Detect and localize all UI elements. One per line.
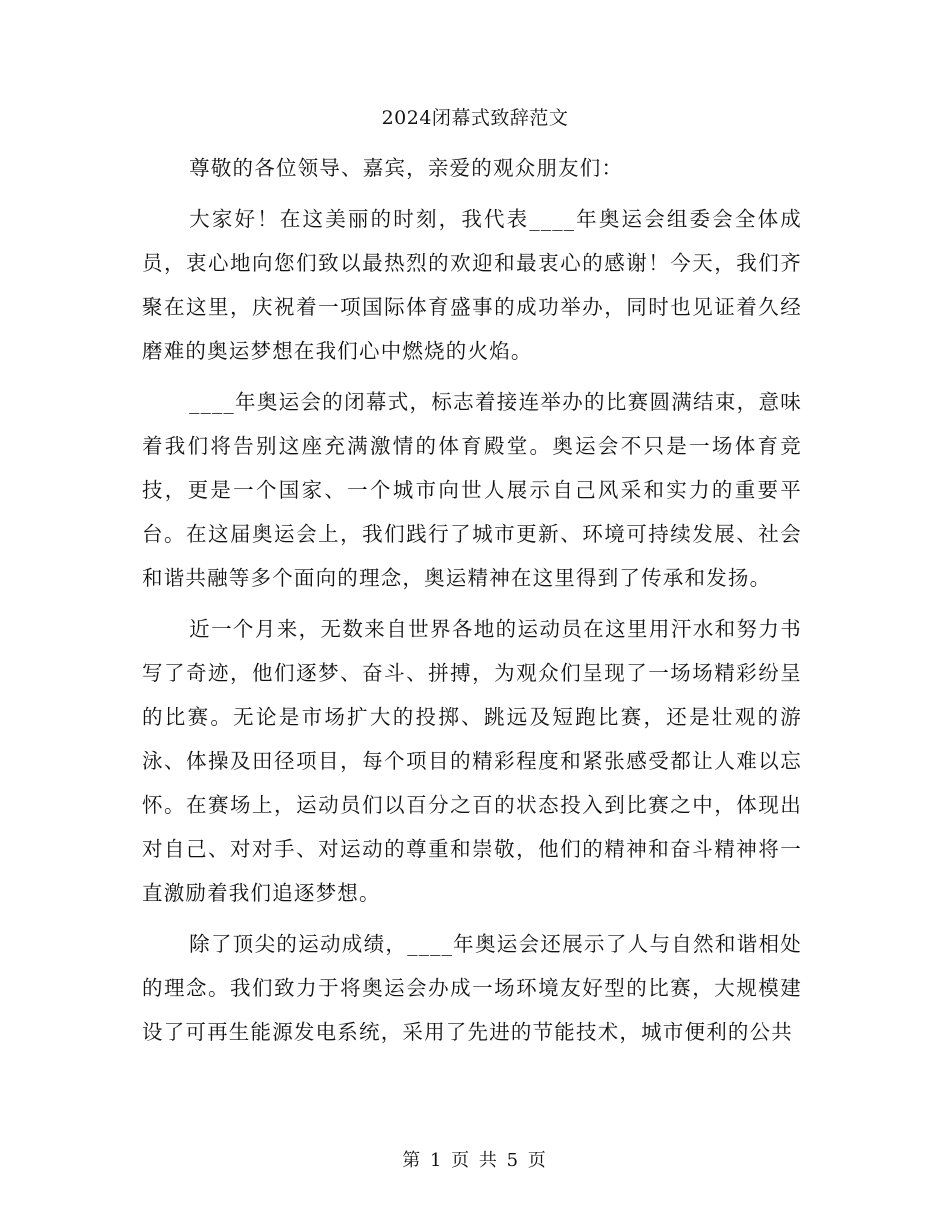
current-page-number: 1 — [429, 1150, 444, 1171]
document-title: 2024闭幕式致辞范文 — [381, 107, 569, 129]
page-footer — [0, 1148, 950, 1174]
body-paragraph: 除了顶尖的运动成绩，____年奥运会还展示了人与自然和谐相处的理念。我们致力于将奥运会办成一场环境友好型的比赛，大规模建设了可再生能源发电系统，采用了先进的节能技术，城市便利的公共 — [142, 932, 802, 1044]
footer-suffix: 页 — [527, 1150, 548, 1171]
body-paragraph: ____年奥运会的闭幕式，标志着接连举办的比赛圆满结束，意味着我们将告别这座充满激情的体育殿堂。奥运会不只是一场体育竞技，更是一个国家、一个城市向世人展示自己风采和实力的重要平台。在这届奥运会上，我们践行了城市更新、环境可持续发展、社会和谐共融等多个面向的理念，奥运精神在这里得到了传承和发扬。 — [142, 390, 802, 590]
document-body — [142, 146, 802, 1061]
footer-middle: 页 共 — [451, 1150, 499, 1171]
footer-prefix: 第 — [402, 1150, 423, 1171]
body-paragraph: 大家好！在这美丽的时刻，我代表____年奥运会组委会全体成员，衷心地向您们致以最热烈的欢迎和最衷心的感谢！今天，我们齐聚在这里，庆祝着一项国际体育盛事的成功举办，同时也见证着久经磨难的奥运梦想在我们心中燃烧的火焰。 — [142, 207, 802, 363]
total-pages-number: 5 — [506, 1150, 521, 1171]
salutation-paragraph: 尊敬的各位领导、嘉宾，亲爱的观众朋友们： — [189, 156, 624, 180]
body-paragraph: 近一个月来，无数来自世界各地的运动员在这里用汗水和努力书写了奇迹，他们逐梦、奋斗、拼搏，为观众们呈现了一场场精彩纷呈的比赛。无论是市场扩大的投掷、跳远及短跑比赛，还是壮观的游泳、体操及田径项目，每个项目的精彩程度和紧张感受都让人难以忘怀。在赛场上，运动员们以百分之百的状态投入到比赛之中，体现出对自己、对对手、对运动的尊重和崇敬，他们的精神和奋斗精神将一直激励着我们追逐梦想。 — [142, 617, 802, 905]
